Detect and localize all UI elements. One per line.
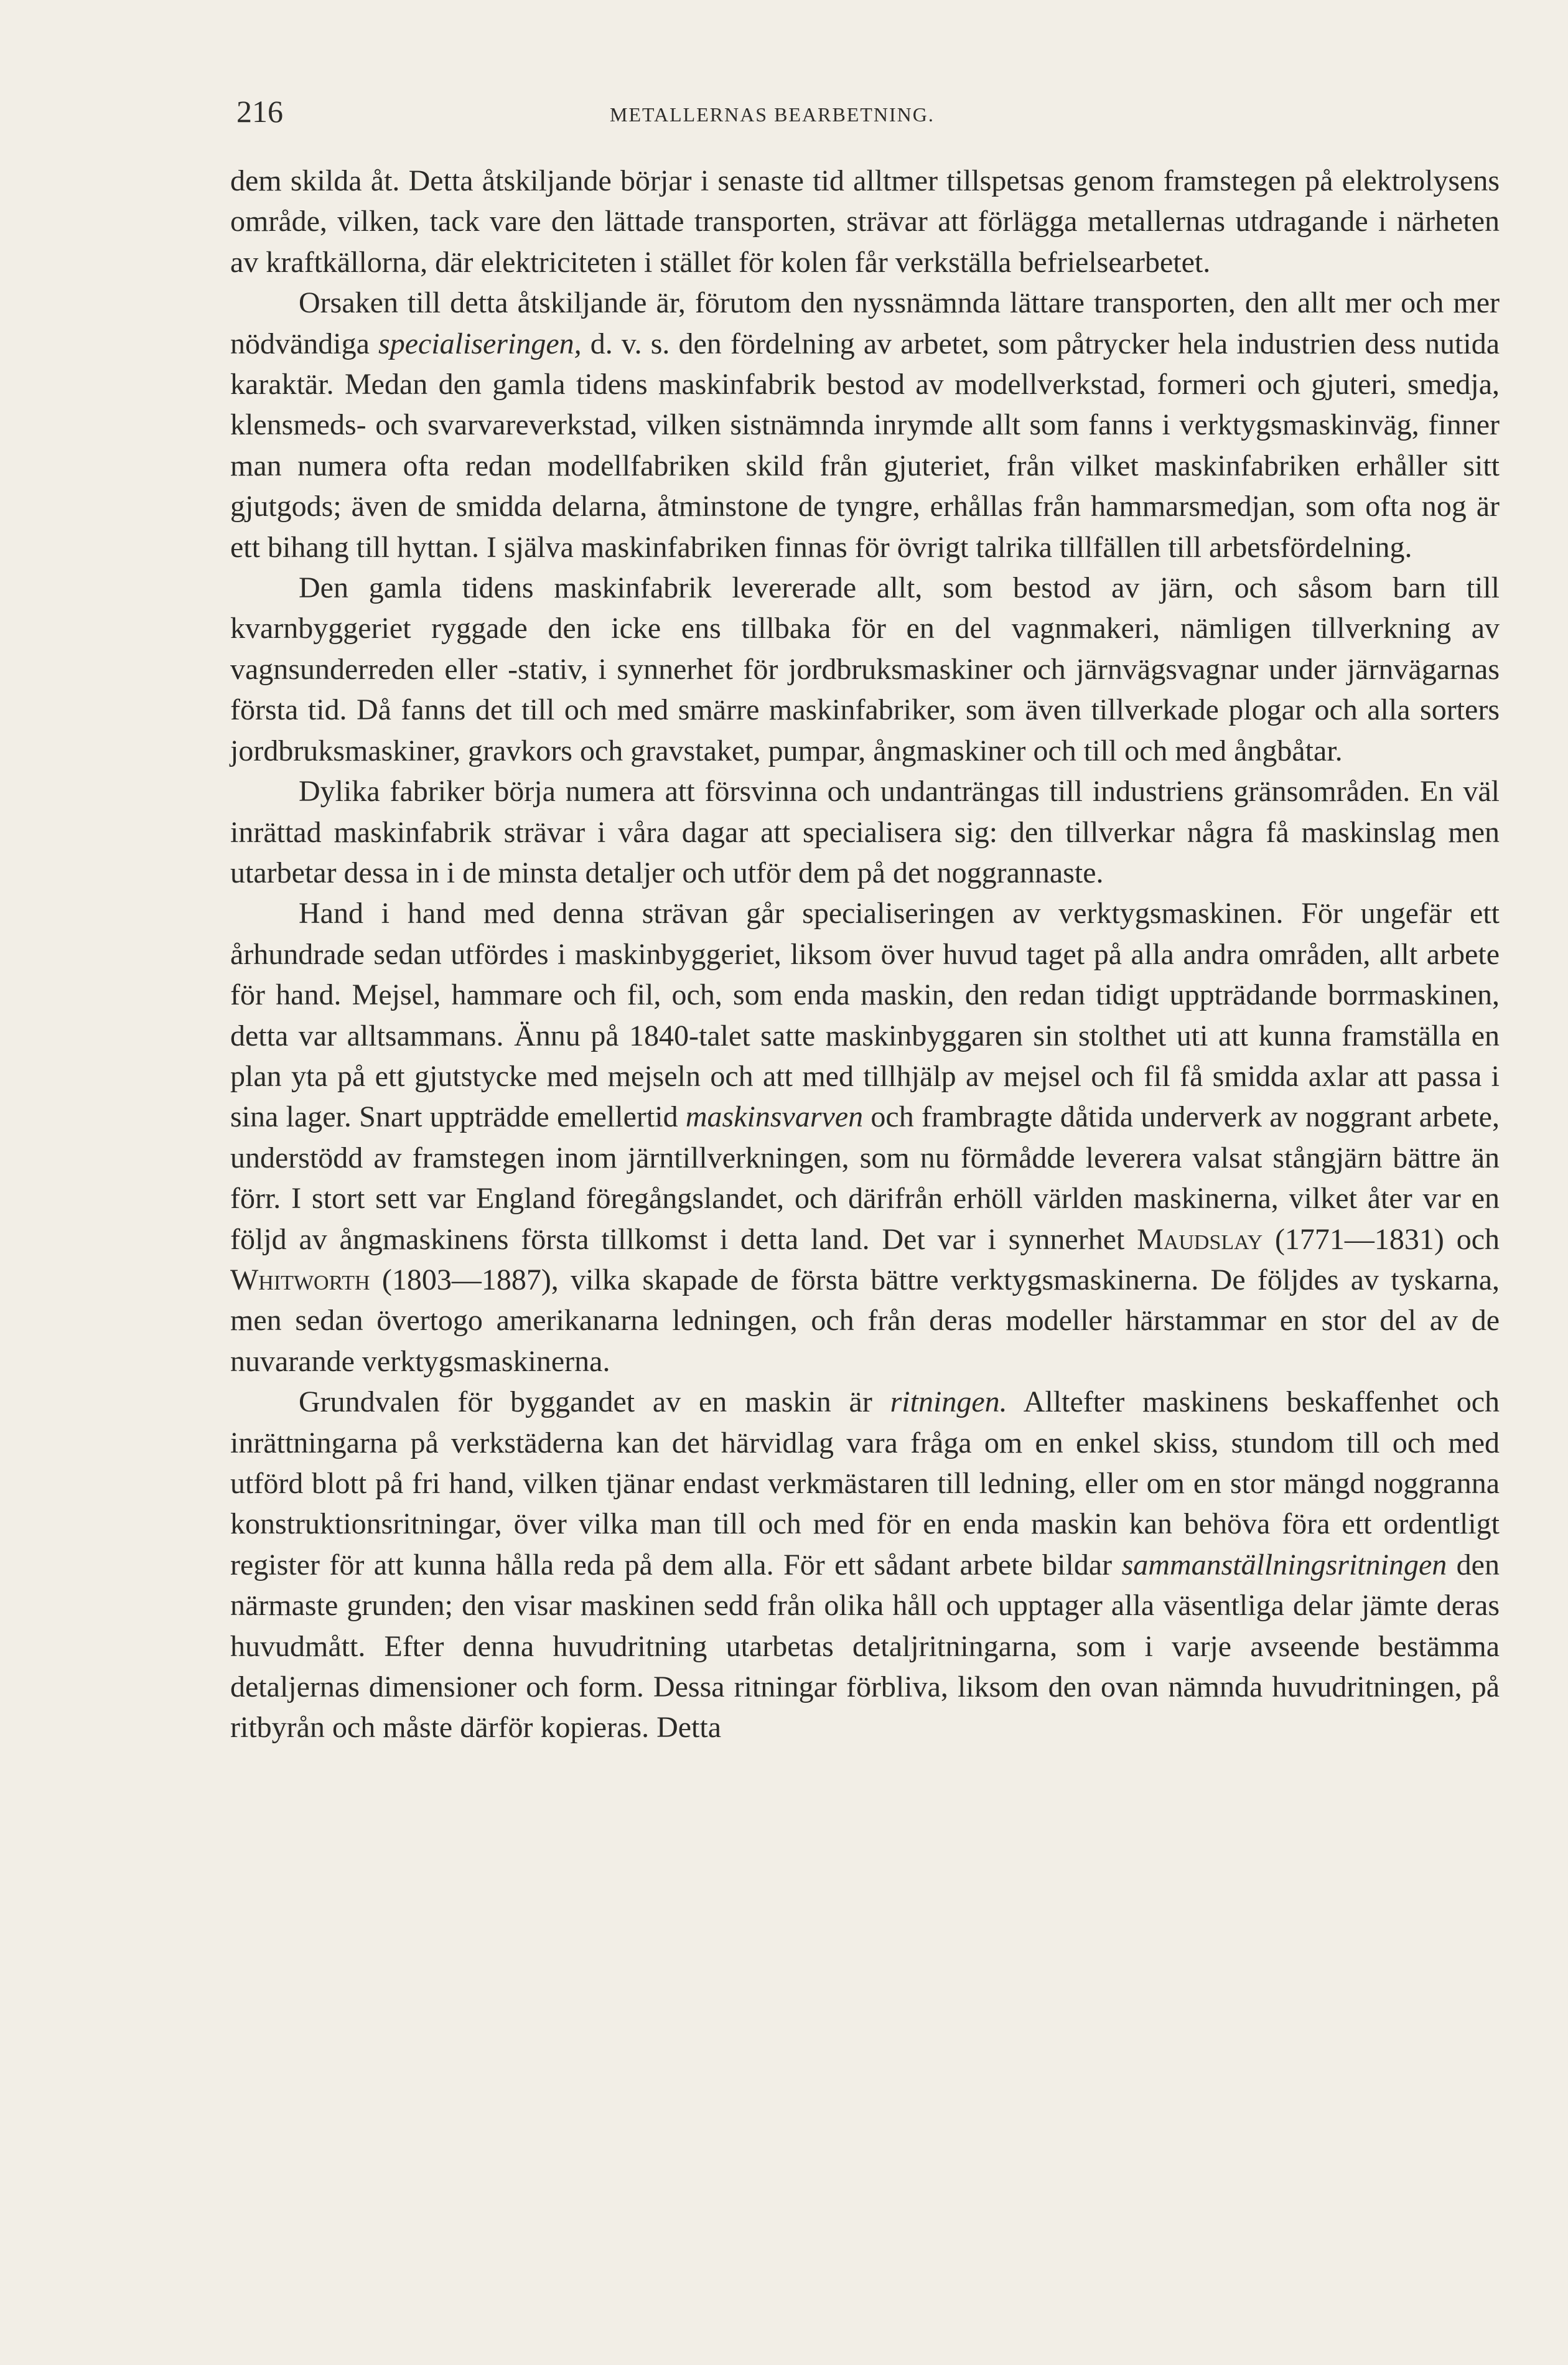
text-segment: och frambragte dåtida underverk av noggrant arbete, understödd av framstegen inom järntillverkningen, som nu förmådde leverera valsat stångjärn bättre än förr. I stort sett var England föregångslandet, och därifrån erhöll världen maskinerna, vilket åter var en följd av ångmaskinens första tillkomst i detta land. Det var i synnerhet (230, 1100, 1500, 1256)
text-segment: (1803—1887), vilka skapade de första bättre verktygsmaskinerna. De följdes av tyskarna, men sedan övertogo amerikanarna ledningen, och från deras modeller härstammar en stor del av de nuvarande verktygsmaskinerna. (230, 1263, 1500, 1378)
paragraph (230, 568, 1500, 771)
body-text (230, 161, 1500, 1748)
text-segment: ritningen. (890, 1385, 1007, 1419)
text-segment: Den gamla tidens maskinfabrik levererade allt, som bestod av järn, och såsom barn till kvarnbyggeriet ryggade den icke ens tillbaka för en del vagnmakeri, nämligen tillverkning av vagnsunderreden eller -stativ, i synnerhet för jordbruksmaskiner och järnvägsvagnar under järnvägarnas första tid. Då fanns det till och med smärre maskinfabriker, som även tillverkade plogar och alla sorters jordbruksmaskiner, gravkors och gravstaket, pumpar, ångmaskiner och till och med ångbåtar. (230, 571, 1500, 767)
paragraph (230, 893, 1500, 1382)
text-segment: Alltefter maskinens beskaffenhet och inrättningarna på verkstäderna kan det härvidlag vara fråga om en enkel skiss, stundom till och med utförd blott på fri hand, vilken tjänar endast verkmästaren till ledning, eller om en stor mängd noggranna konstruktionsritningar, över vilka man till och med för en enda maskin kan behöva föra ett ordentligt register för att kunna hålla reda på dem alla. För ett sådant arbete bildar (230, 1385, 1500, 1581)
text-segment: Grundvalen för byggandet av en maskin är (299, 1385, 890, 1419)
paragraph (230, 283, 1500, 568)
text-segment: dem skilda åt. Detta åtskiljande börjar i senaste tid alltmer tillspetsas genom framstegen på elektrolysens område, vilken, tack vare den lättade transporten, strävar att förlägga metallernas utdragande i närheten av kraftkällorna, där elektriciteten i stället för kolen får verkställa befrielsearbetet. (230, 164, 1500, 279)
text-segment: Whitworth (230, 1263, 370, 1296)
paragraph (230, 1382, 1500, 1748)
text-segment: d. v. s. den fördelning av arbetet, som påtrycker hela industrien dess nutida karaktär. Medan den gamla tidens maskinfabrik bestod av modellverkstad, formeri och gjuteri, smedja, klensmeds- och svarvareverkstad, vilken sistnämnda inrymde allt som fanns i verktygsmaskinväg, finner man numera ofta redan modellfabriken skild från gjuteriet, från vilket maskinfabriken erhåller sitt gjutgods; även de smidda delarna, åtminstone de tyngre, erhållas från hammarsmedjan, som ofta nog är ett bihang till hyttan. I själva maskinfabriken finnas för övrigt talrika tillfällen till arbetsfördelning. (230, 327, 1500, 564)
page-header (236, 93, 1344, 143)
text-segment: den närmaste grunden; den visar maskinen sedd från olika håll och upptager alla väsentliga delar jämte deras huvudmått. Efter denna huvudritning utarbetas detaljritningarna, som i varje avseende bestämma detaljernas dimensioner och form. Dessa ritningar förbliva, liksom den ovan nämnda huvudritningen, på ritbyrån och måste därför kopieras. Detta (230, 1548, 1500, 1744)
text-segment: Dylika fabriker börja numera att försvinna och undanträngas till industriens gränsområden. En väl inrättad maskinfabrik strävar i våra dagar att specialisera sig: den tillverkar några få maskinslag men utarbetar dessa in i de minsta detaljer och utför dem på det noggrannaste. (230, 775, 1500, 889)
text-segment: specialiseringen, (378, 327, 582, 360)
text-segment: (1771—1831) och (1262, 1222, 1500, 1256)
page-number: 216 (236, 94, 283, 129)
paragraph (230, 771, 1500, 893)
text-segment: Hand i hand med denna strävan går specialiseringen av verktygsmaskinen. För ungefär ett århundrade sedan utfördes i maskinbyggeriet, liksom över huvud taget på alla andra områden, allt arbete för hand. Mejsel, hammare och fil, och, som enda maskin, den redan tidigt uppträdande borrmaskinen, detta var alltsammans. Ännu på 1840-talet satte maskinbyggaren sin stolthet uti att kunna framställa en plan yta på ett gjutstycke med mejseln och att med tillhjälp av mejsel och fil få smidda axlar att passa i sina lager. Snart uppträdde emellertid (230, 897, 1500, 1134)
text-segment: sammanställningsritningen (1121, 1548, 1447, 1581)
text-segment: Maudslay (1137, 1222, 1263, 1256)
paragraph (230, 161, 1500, 283)
text-segment: Orsaken till detta åtskiljande är, förutom den nyssnämnda lättare transporten, den allt mer och mer nödvändiga (230, 286, 1500, 360)
running-title: METALLERNAS BEARBETNING. (610, 103, 935, 126)
text-segment: maskinsvarven (685, 1100, 864, 1134)
